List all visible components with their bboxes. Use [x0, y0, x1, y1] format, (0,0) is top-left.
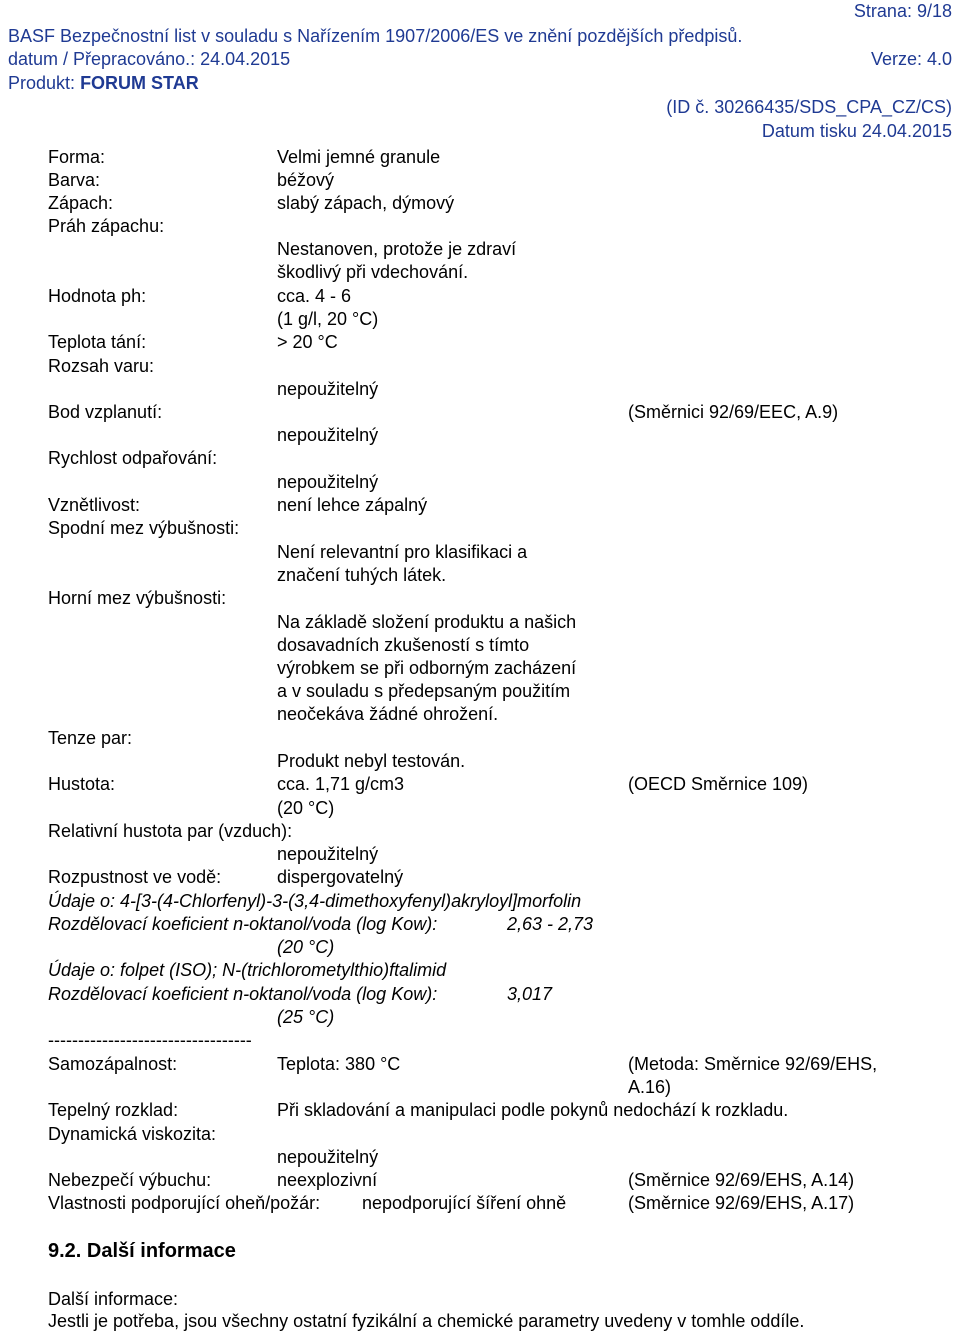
- document-id: (ID č. 30266435/SDS_CPA_CZ/CS): [666, 97, 952, 117]
- dalsi-info-value: Jestli je potřeba, jsou všechny ostatní fyzikální a chemické parametry uvedeny v tomhle oddíle.: [48, 1311, 805, 1331]
- forma-label: Forma:: [48, 147, 106, 167]
- vznetlivost-label: Vznětlivost:: [48, 495, 141, 515]
- tenze-value: Produkt nebyl testován.: [277, 751, 466, 771]
- divider-dashes: ----------------------------------: [48, 1030, 252, 1050]
- horni-mez-value-4: a v souladu s předepsaným použitím: [277, 681, 571, 701]
- revision-date: datum / Přepracováno.: 24.04.2015: [8, 49, 291, 69]
- tenze-label: Tenze par:: [48, 728, 133, 748]
- zapach-value: slabý zápach, dýmový: [277, 193, 455, 213]
- horni-mez-label: Horní mez výbušnosti:: [48, 588, 227, 608]
- rozpustnost-label: Rozpustnost ve vodě:: [48, 867, 222, 887]
- horni-mez-value-3: výrobkem se při odborným zacházení: [277, 658, 577, 678]
- ph-value: cca. 4 - 6: [277, 286, 352, 306]
- viskozita-value: nepoužitelný: [277, 1147, 379, 1167]
- ohen-label: Vlastnosti podporující oheň/požár:: [48, 1193, 321, 1213]
- horni-mez-value-1: Na základě složení produktu a našich: [277, 612, 577, 632]
- ph-condition: (1 g/l, 20 °C): [277, 309, 379, 329]
- dalsi-info-label: Další informace:: [48, 1289, 179, 1309]
- vzplanuti-method: (Směrnici 92/69/EEC, A.9): [628, 402, 839, 422]
- vzplanuti-value: nepoužitelný: [277, 425, 379, 445]
- rozpustnost-value: dispergovatelný: [277, 867, 404, 887]
- barva-value: béžový: [277, 170, 335, 190]
- tani-value: > 20 °C: [277, 332, 338, 352]
- vznetlivost-value: není lehce zápalný: [277, 495, 428, 515]
- udaje-2: Údaje o: folpet (ISO); N-(trichlorometylthio)ftalimid: [48, 960, 447, 980]
- hustota-temp: (20 °C): [277, 798, 335, 818]
- print-date: Datum tisku 24.04.2015: [761, 121, 952, 141]
- horni-mez-value-5: neočekáva žádné ohrožení.: [277, 704, 499, 724]
- odparovani-value: nepoužitelný: [277, 472, 379, 492]
- prah-label: Práh zápachu:: [48, 216, 165, 236]
- tepelny-rozklad-value: Při skladování a manipulaci podle pokynů nedochází k rozkladu.: [277, 1100, 789, 1120]
- ohen-value: nepodporující šíření ohně: [362, 1193, 567, 1213]
- vzplanuti-label: Bod vzplanutí:: [48, 402, 163, 422]
- spodni-mez-value-2: značení tuhých látek.: [277, 565, 447, 585]
- spodni-mez-label: Spodní mez výbušnosti:: [48, 518, 240, 538]
- kow-2-value: 3,017: [507, 984, 553, 1004]
- varu-label: Rozsah varu:: [48, 356, 155, 376]
- hustota-value: cca. 1,71 g/cm3: [277, 774, 405, 794]
- hustota-method: (OECD Směrnice 109): [628, 774, 809, 794]
- product-name: FORUM STAR: [80, 73, 199, 93]
- kow-2-temp: (25 °C): [277, 1007, 335, 1027]
- tani-label: Teplota tání:: [48, 332, 147, 352]
- tepelny-rozklad-label: Tepelný rozklad:: [48, 1100, 179, 1120]
- viskozita-label: Dynamická viskozita:: [48, 1124, 217, 1144]
- samozapalnost-value: Teplota: 380 °C: [277, 1054, 401, 1074]
- ohen-method: (Směrnice 92/69/EHS, A.17): [628, 1193, 855, 1213]
- vybuch-method: (Směrnice 92/69/EHS, A.14): [628, 1170, 855, 1190]
- samozapalnost-label: Samozápalnost:: [48, 1054, 178, 1074]
- ph-label: Hodnota ph:: [48, 286, 147, 306]
- document-title: BASF Bezpečnostní list v souladu s Nařízením 1907/2006/ES ve znění pozdějších předpisů.: [8, 26, 743, 46]
- kow-1-value: 2,63 - 2,73: [507, 914, 594, 934]
- product-label: Produkt:: [8, 73, 76, 93]
- samozapalnost-method-1: (Metoda: Směrnice 92/69/EHS,: [628, 1054, 878, 1074]
- page-number: Strana: 9/18: [853, 1, 952, 21]
- zapach-label: Zápach:: [48, 193, 114, 213]
- forma-value: Velmi jemné granule: [277, 147, 441, 167]
- spodni-mez-value-1: Není relevantní pro klasifikaci a: [277, 542, 528, 562]
- rel-hustota-label: Relativní hustota par (vzduch):: [48, 821, 293, 841]
- vybuch-value: neexplozivní: [277, 1170, 378, 1190]
- product-line: [8, 72, 199, 95]
- kow-2-label: Rozdělovací koeficient n-oktanol/voda (log Kow):: [48, 984, 438, 1004]
- section-heading: 9.2. Další informace: [48, 1240, 236, 1262]
- barva-label: Barva:: [48, 170, 101, 190]
- prah-value-2: škodlivý při vdechování.: [277, 262, 469, 282]
- kow-1-temp: (20 °C): [277, 937, 335, 957]
- rel-hustota-value: nepoužitelný: [277, 844, 379, 864]
- kow-1-label: Rozdělovací koeficient n-oktanol/voda (log Kow):: [48, 914, 438, 934]
- varu-value: nepoužitelný: [277, 379, 379, 399]
- samozapalnost-method-2: A.16): [628, 1077, 672, 1097]
- prah-value-1: Nestanoven, protože je zdraví: [277, 239, 517, 259]
- horni-mez-value-2: dosavadních zkušeností s tímto: [277, 635, 530, 655]
- hustota-label: Hustota:: [48, 774, 116, 794]
- version: Verze: 4.0: [870, 49, 952, 69]
- udaje-1: Údaje o: 4-[3-(4-Chlorfenyl)-3-(3,4-dimethoxyfenyl)akryloyl]morfolin: [48, 891, 582, 911]
- odparovani-label: Rychlost odpařování:: [48, 448, 218, 468]
- vybuch-label: Nebezpečí výbuchu:: [48, 1170, 212, 1190]
